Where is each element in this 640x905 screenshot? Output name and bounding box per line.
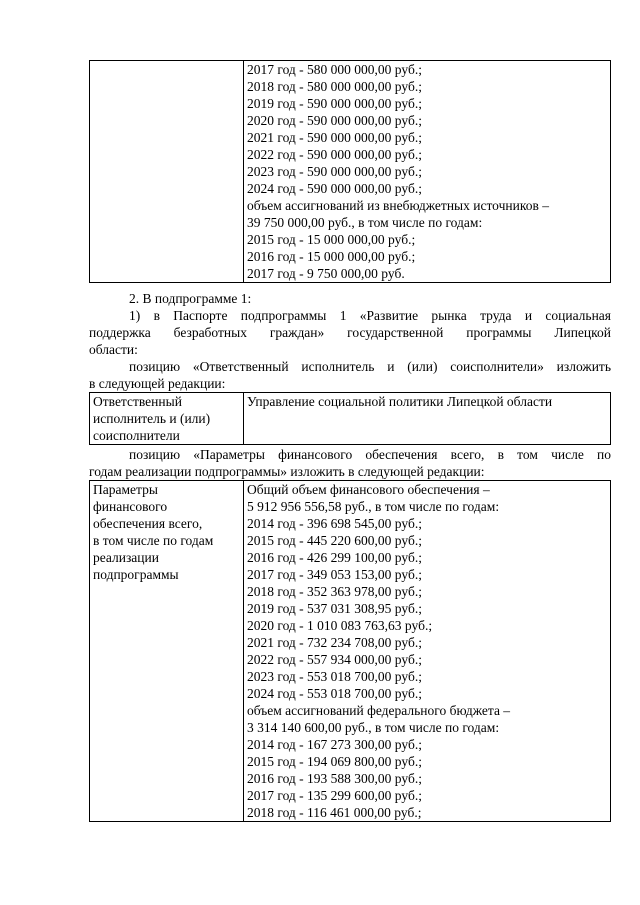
table-line: Управление социальной политики Липецкой области [247, 394, 553, 409]
table-line: 2024 год - 553 018 700,00 руб.; [247, 686, 422, 701]
table-line: Ответственный [93, 394, 182, 409]
table-line: 2014 год - 167 273 300,00 руб.; [247, 737, 422, 752]
table-line: 2016 год - 426 299 100,00 руб.; [247, 550, 422, 565]
paragraph-financing [89, 446, 611, 480]
table-row [90, 61, 611, 283]
paragraph-line: поддержка безработных граждан» государственной программы Липецкой [89, 325, 611, 340]
table-row [90, 481, 611, 822]
table-line: 2024 год - 590 000 000,00 руб.; [247, 181, 422, 196]
executor-table [89, 392, 611, 445]
table-cell-right [244, 61, 611, 283]
table-line: 2021 год - 732 234 708,00 руб.; [247, 635, 422, 650]
table-line: 2018 год - 352 363 978,00 руб.; [247, 584, 422, 599]
table-cell-right [244, 393, 611, 445]
paragraph-line: годам реализации подпрограммы» изложить в следующей редакции: [89, 464, 485, 479]
table-line: 2020 год - 1 010 083 763,63 руб.; [247, 618, 433, 633]
table-line: объем ассигнований из внебюджетных источников – [247, 198, 549, 213]
paragraph-line: позицию «Параметры финансового обеспечения всего, в том числе по [129, 447, 611, 462]
table-line: 2016 год - 193 588 300,00 руб.; [247, 771, 422, 786]
table-line: подпрограммы [93, 567, 179, 582]
table-line: 2015 год - 445 220 600,00 руб.; [247, 533, 422, 548]
table-cell-right [244, 481, 611, 822]
table-line: 5 912 956 556,58 руб., в том числе по годам: [247, 499, 500, 514]
paragraph-line: позицию «Ответственный исполнитель и (или) соисполнители» изложить [129, 359, 611, 374]
paragraph-passport [89, 307, 611, 358]
table-line: 2019 год - 590 000 000,00 руб.; [247, 96, 422, 111]
table-line: 2018 год - 116 461 000,00 руб.; [247, 805, 422, 820]
table-line: 2019 год - 537 031 308,95 руб.; [247, 601, 422, 616]
table-cell-left [90, 393, 244, 445]
table-line: 2021 год - 590 000 000,00 руб.; [247, 130, 422, 145]
table-line: Параметры [93, 482, 158, 497]
table-line: реализации [93, 550, 159, 565]
paragraph-line: в следующей редакции: [89, 376, 226, 391]
table-cell-left-empty [90, 61, 244, 283]
table-line: обеспечения всего, [93, 516, 203, 531]
table-line: 39 750 000,00 руб., в том числе по годам: [247, 215, 483, 230]
table-line: 2017 год - 580 000 000,00 руб.; [247, 62, 422, 77]
table-line: 2015 год - 15 000 000,00 руб.; [247, 232, 416, 247]
table-line: 2017 год - 9 750 000,00 руб. [247, 266, 405, 281]
paragraph-executor [89, 358, 611, 392]
table-line: 2016 год - 15 000 000,00 руб.; [247, 249, 416, 264]
financing-table [89, 480, 611, 822]
table-line: объем ассигнований федерального бюджета – [247, 703, 511, 718]
funding-table-continued [89, 60, 611, 283]
table-line: 2022 год - 557 934 000,00 руб.; [247, 652, 422, 667]
subprogram-heading: 2. В подпрограмме 1: [129, 291, 252, 306]
table-line: исполнитель и (или) [93, 411, 211, 426]
table-line: в том числе по годам [93, 533, 214, 548]
table-line: Общий объем финансового обеспечения – [247, 482, 490, 497]
table-cell-left [90, 481, 244, 822]
table-line: 2015 год - 194 069 800,00 руб.; [247, 754, 422, 769]
table-line: 2020 год - 590 000 000,00 руб.; [247, 113, 422, 128]
paragraph-line: области: [89, 342, 138, 357]
table-line: 2022 год - 590 000 000,00 руб.; [247, 147, 422, 162]
table-line: 3 314 140 600,00 руб., в том числе по годам: [247, 720, 500, 735]
table-row [90, 393, 611, 445]
table-line: 2017 год - 135 299 600,00 руб.; [247, 788, 422, 803]
table-line: 2023 год - 553 018 700,00 руб.; [247, 669, 422, 684]
table-line: 2023 год - 590 000 000,00 руб.; [247, 164, 422, 179]
table-line: 2017 год - 349 053 153,00 руб.; [247, 567, 422, 582]
table-line: 2014 год - 396 698 545,00 руб.; [247, 516, 422, 531]
table-line: соисполнители [93, 428, 180, 443]
table-line: финансового [93, 499, 168, 514]
paragraph-line: 1) в Паспорте подпрограммы 1 «Развитие рынка труда и социальная [129, 308, 611, 323]
table-line: 2018 год - 580 000 000,00 руб.; [247, 79, 422, 94]
